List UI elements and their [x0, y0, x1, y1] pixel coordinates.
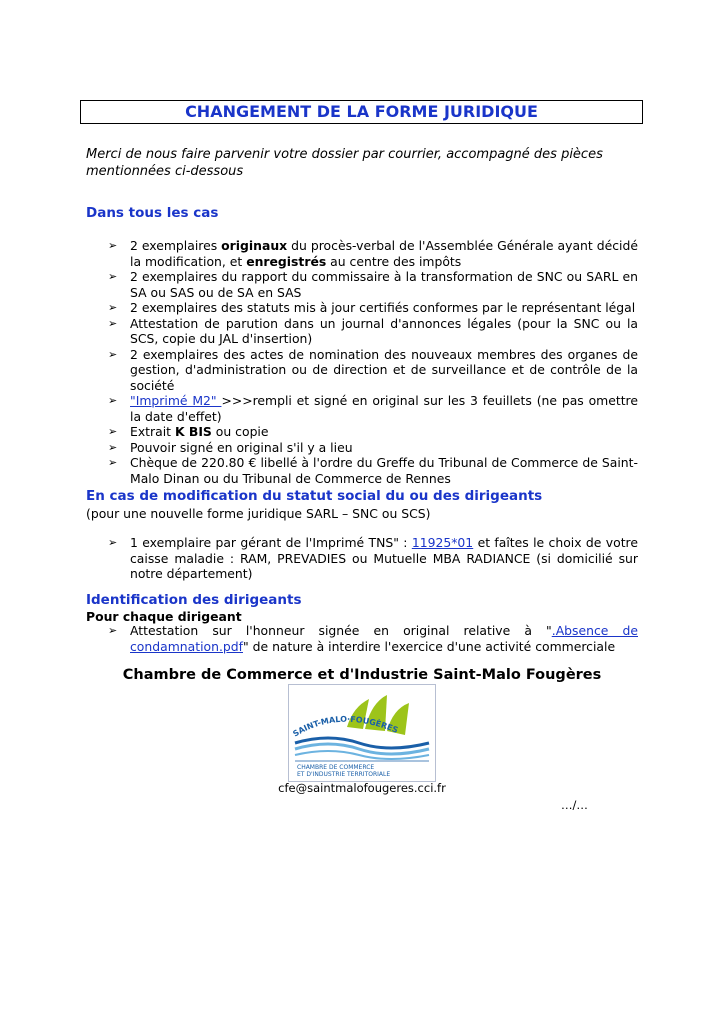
intro-text: Merci de nous faire parvenir votre dossier par courrier, accompagné des pièces mentionnées ci-dessous [86, 147, 603, 179]
imprime-m2-link[interactable]: "Imprimé M2" [130, 393, 222, 408]
arrow-bullet-icon: ➢ [108, 536, 118, 549]
arrow-bullet-icon: ➢ [108, 239, 118, 252]
list-item: ➢ "Imprimé M2" >>>rempli et signé en original sur les 3 feuillets (ne pas omettre la date d'effet) [108, 393, 638, 424]
tns-form-link[interactable]: 11925*01 [411, 535, 474, 550]
list-item: ➢ 2 exemplaires des actes de nomination des nouveaux membres des organes de gestion, d'administration ou de direction et de surveillance et de contrôle de la société [108, 346, 638, 393]
list-item: ➢ Pouvoir signé en original s'il y a lieu [108, 439, 353, 455]
cci-logo-graphic [289, 685, 435, 781]
section-subtitle: (pour une nouvelle forme juridique SARL – SNC ou SCS) [86, 506, 431, 521]
all-cases-list [108, 238, 638, 486]
arrow-bullet-icon: ➢ [108, 301, 118, 314]
section-heading-identification: Identification des dirigeants [86, 592, 302, 608]
logo-arc-text: SAINT-MALO·FOUGÈRES [291, 714, 400, 739]
contact-email: cfe@saintmalofougeres.cci.fr [278, 781, 446, 795]
list-item: ➢ 2 exemplaires originaux du procès-verbal de l'Assemblée Générale ayant décidé la modification, et enregistrés au centre des impôts [108, 238, 638, 269]
list-item: ➢ Extrait K BIS ou copie [108, 424, 269, 439]
list-item: ➢ 1 exemplaire par gérant de l'Imprimé TNS" : 11925*01 et faîtes le choix de votre caisse maladie : RAM, PREVADIES ou Mutuelle MBA RADIANCE (si domicilié sur notre département) [108, 535, 638, 581]
section-subtitle: Pour chaque dirigeant [86, 609, 242, 624]
arrow-bullet-icon: ➢ [108, 624, 118, 637]
arrow-bullet-icon: ➢ [108, 456, 118, 469]
arrow-bullet-icon: ➢ [108, 347, 118, 361]
list-item: ➢ Attestation de parution dans un journal d'annonces légales (pour la SNC ou la SCS, copie du JAL d'insertion) [108, 315, 638, 346]
identification-list [108, 623, 638, 654]
page-title: CHANGEMENT DE LA FORME JURIDIQUE [80, 100, 643, 124]
section-heading-all-cases: Dans tous les cas [86, 205, 219, 221]
logo-line2: ET D'INDUSTRIE TERRITORIALE [297, 771, 391, 778]
list-item: ➢ 2 exemplaires du rapport du commissaire à la transformation de SNC ou SARL en SA ou SAS ou de SA en SAS [108, 269, 638, 300]
arrow-bullet-icon: ➢ [108, 425, 118, 438]
list-item: ➢ Chèque de 220.80 € libellé à l'ordre du Greffe du Tribunal de Commerce de Saint-Malo Dinan ou du Tribunal de Commerce de Rennes [108, 455, 638, 486]
logo-line1: CHAMBRE DE COMMERCE [297, 764, 375, 771]
arrow-bullet-icon: ➢ [108, 316, 118, 330]
list-item: ➢ Attestation sur l'honneur signée en original relative à ".Absence de condamnation.pdf" de nature à interdire l'exercice d'une activité commerciale [108, 623, 638, 654]
absence-condamnation-link[interactable]: .Absence de condamnation.pdf [130, 623, 638, 654]
arrow-bullet-icon: ➢ [108, 440, 118, 454]
section-heading-director-status: En cas de modification du statut social du ou des dirigeants [86, 488, 543, 504]
list-item: ➢ 2 exemplaires des statuts mis à jour certifiés conformes par le représentant légal [108, 300, 636, 315]
director-status-list [108, 535, 638, 582]
continued-marker: …/… [561, 798, 588, 812]
arrow-bullet-icon: ➢ [108, 270, 118, 283]
cci-title: Chambre de Commerce et d'Industrie Saint-Malo Fougères [122, 667, 602, 683]
arrow-bullet-icon: ➢ [108, 394, 118, 407]
wave-line [295, 738, 429, 748]
cci-logo [288, 684, 436, 782]
